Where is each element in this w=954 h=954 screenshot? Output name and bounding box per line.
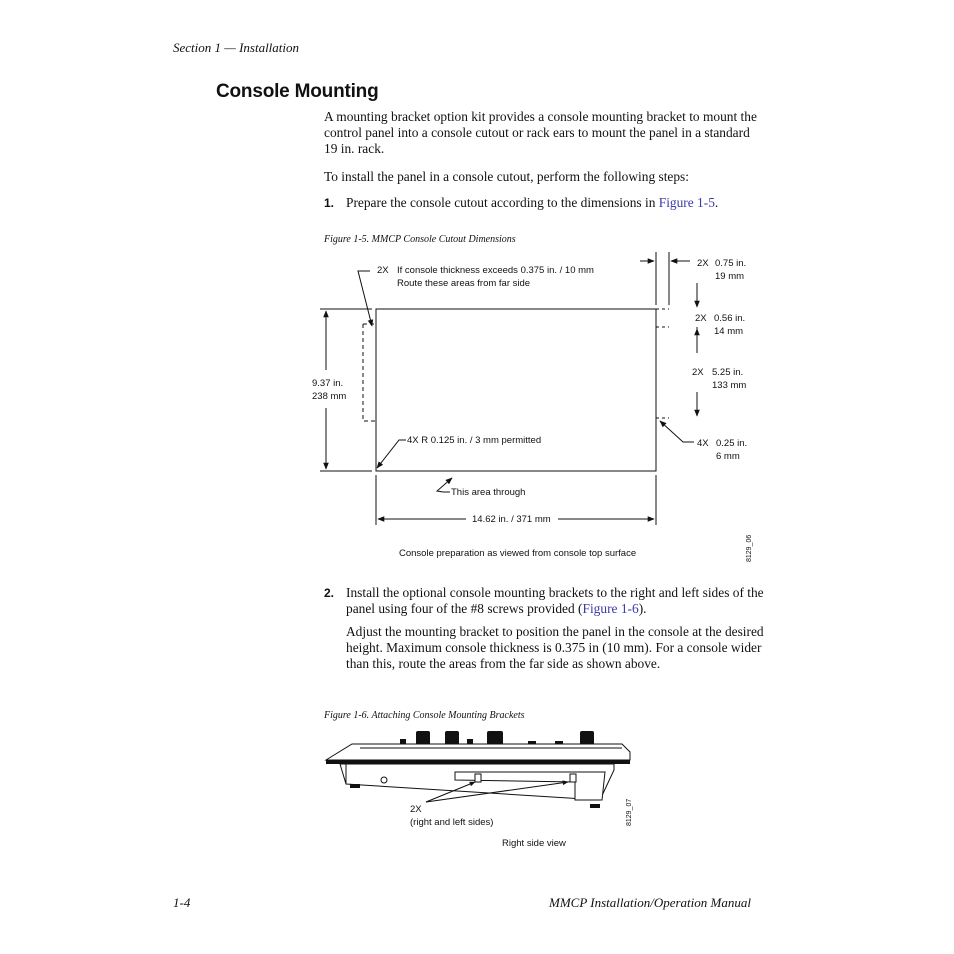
- figure-caption: Figure 1-6. Attaching Console Mounting Brackets: [324, 710, 525, 721]
- step-1: [324, 195, 764, 213]
- bracket-side-view-diagram: [320, 720, 640, 855]
- page-number: 1-4: [173, 895, 191, 910]
- svg-text:19 mm: 19 mm: [715, 271, 745, 282]
- svg-text:0.75 in.: 0.75 in.: [715, 258, 747, 269]
- svg-text:2X: 2X: [410, 804, 422, 815]
- svg-text:4X: 4X: [697, 438, 709, 449]
- svg-text:238 mm: 238 mm: [312, 391, 347, 402]
- step-2-detail: Adjust the mounting bracket to position the panel in the console at the desired height. Maximum console thickness is 0.375 in (10 mm). For a console wider than this, route the areas from the far side as shown above.: [346, 624, 764, 671]
- step-text: Prepare the console cutout according to the dimensions in Figure 1-5.: [346, 195, 719, 210]
- svg-text:2X: 2X: [692, 367, 704, 378]
- cutout-dimensions-diagram: [300, 245, 780, 570]
- left-routed-area: [363, 324, 375, 421]
- running-header: Section 1 — Installation: [173, 40, 300, 55]
- svg-text:2X: 2X: [695, 313, 707, 324]
- cutout-outline: [376, 309, 656, 471]
- step-number: 1.: [324, 196, 335, 210]
- page-title: Console Mounting: [216, 81, 379, 102]
- svg-text:Right side view: Right side view: [502, 838, 566, 849]
- svg-text:(right and left sides): (right and left sides): [410, 817, 494, 828]
- svg-text:8129_06: 8129_06: [746, 534, 753, 562]
- figure-link[interactable]: Figure 1-5: [658, 195, 715, 210]
- svg-text:4X R 0.125 in. / 3 mm permitte: 4X R 0.125 in. / 3 mm permitted: [407, 435, 542, 446]
- svg-text:14 mm: 14 mm: [714, 326, 744, 337]
- svg-text:14.62 in. / 371 mm: 14.62 in. / 371 mm: [472, 514, 551, 525]
- step-text: Install the optional console mounting brackets to the right and left sides of the panel using four of the #8 screws provided (Figure 1-6).: [346, 585, 764, 616]
- svg-text:0.56 in.: 0.56 in.: [714, 313, 746, 324]
- note-line-1: If console thickness exceeds 0.375 in. / 10 mm: [397, 265, 594, 276]
- svg-text:8129_07: 8129_07: [626, 798, 633, 826]
- svg-text:5.25 in.: 5.25 in.: [712, 367, 744, 378]
- svg-text:Console preparation as viewed: Console preparation as viewed from console top surface: [399, 548, 637, 559]
- figure-link[interactable]: Figure 1-6: [582, 601, 639, 616]
- svg-text:6 mm: 6 mm: [716, 451, 740, 462]
- svg-text:2X: 2X: [697, 258, 709, 269]
- step-number: 2.: [324, 586, 335, 600]
- note-2x: 2X: [377, 265, 389, 276]
- svg-text:9.37 in.: 9.37 in.: [312, 378, 344, 389]
- svg-text:0.25 in.: 0.25 in.: [716, 438, 748, 449]
- step-2: [324, 585, 764, 621]
- intro-paragraph: A mounting bracket option kit provides a console mounting bracket to mount the control panel into a console cutout or rack ears to mount the panel in a standard 19 in. rack.: [324, 109, 757, 156]
- note-line-2: Route these areas from far side: [397, 278, 531, 289]
- svg-text:133 mm: 133 mm: [712, 380, 747, 391]
- figure-caption: Figure 1-5. MMCP Console Cutout Dimensions: [324, 234, 516, 245]
- svg-text:This area through: This area through: [451, 487, 526, 498]
- intro-instruction: To install the panel in a console cutout, perform the following steps:: [324, 169, 689, 184]
- manual-title: MMCP Installation/Operation Manual: [549, 895, 751, 910]
